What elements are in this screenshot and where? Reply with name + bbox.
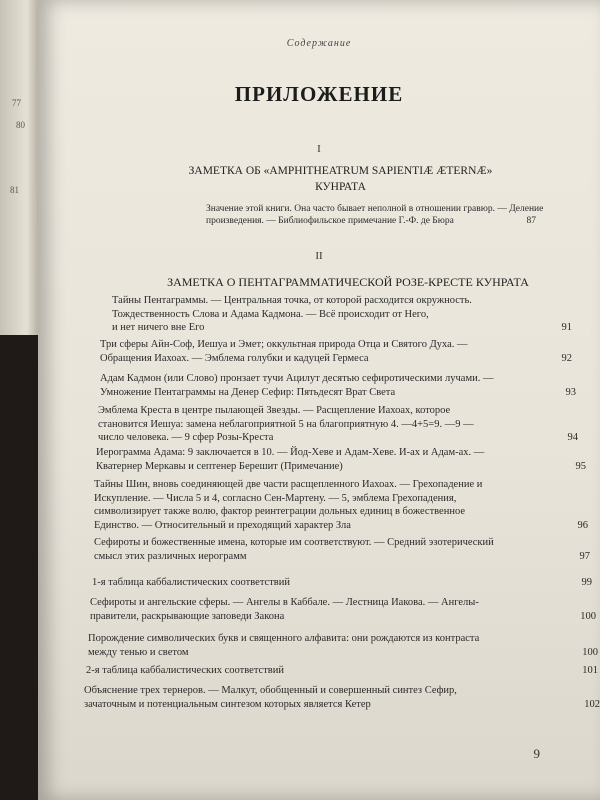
toc-entry <box>112 294 572 335</box>
toc-entry-line: Сефироты и божественные имена, которые им соответствуют. — Средний эзотерический <box>94 537 494 548</box>
toc-page-number: 97 <box>579 550 590 562</box>
toc-entry-line: Три сферы Айн-Соф, Иешуа и Эмет; оккультная природа Отца и Святого Духа. — <box>100 339 468 350</box>
toc-entry-line: Иерограмма Адама: 9 заключается в 10. — Йод-Хеве и Адам-Хеве. И-ах и Адам-ах. — <box>96 447 485 458</box>
toc-entry-line: и нет ничего вне Его <box>112 322 205 333</box>
toc-entry-line: Единство. — Относительный и преходящий характер Зла <box>94 519 351 531</box>
toc-entry-line: Тождественность Слова и Адама Кадмона. — Всё происходит от Него, <box>112 308 429 320</box>
toc-entry-line: Тайны Шин, вновь соединяющей две части расщепленного Иахоах. — Грехопадение и <box>94 479 483 490</box>
section-heading-line: КУНРАТА <box>315 181 366 193</box>
toc-entry-line: число человека. — 9 сфер Розы-Креста <box>98 432 274 443</box>
opposite-page-edge <box>0 0 38 335</box>
book-page <box>38 0 600 800</box>
toc-entry-line: Кватернер Меркавы и септенер Берешит (Примечание) <box>96 460 343 472</box>
toc-entry <box>96 446 586 473</box>
section-number: I <box>317 143 321 155</box>
toc-entry-line: символизирует также волю, фактор реинтеграции дольных единиц в божественное <box>94 506 465 517</box>
toc-page-number: 92 <box>561 352 572 364</box>
toc-entry-line: Умножение Пентаграммы на Денер Сефир: Пятьдесят Врат Света <box>100 386 396 398</box>
toc-entry-line: Сефироты и ангельские сферы. — Ангелы в Каббале. — Лестница Иакова. — Ангелы- <box>90 597 479 608</box>
toc-page-number: 102 <box>584 698 600 710</box>
toc-entry-line: произведения. — Библиофильское примечание Г.-Ф. де Бюра <box>206 216 454 226</box>
toc-entry-line: между тенью и светом <box>88 646 189 658</box>
toc-page-number: 99 <box>581 577 592 588</box>
toc-entry <box>86 664 598 678</box>
toc-entry <box>100 338 572 365</box>
toc-page-number: 100 <box>580 610 596 622</box>
toc-page-number: 100 <box>582 646 598 658</box>
toc-entry <box>90 596 596 623</box>
toc-entry-line: Искупление. — Числа 5 и 4, согласно Сен-Мартену. — 5, эмблема Грехопадения, <box>94 492 457 504</box>
toc-entry-line: зачаточным и потенциальным синтезом которых является Кетер <box>84 698 371 710</box>
toc-entry-line: Адам Кадмон (или Слово) пронзает тучи Ацилут десятью сефиротическими лучами. — <box>100 373 494 384</box>
toc-page-number: 87 <box>526 216 536 226</box>
section-heading-line: ЗАМЕТКА ОБ «AMPHITHEATRUM SAPIENTIÆ ÆTERNÆ» <box>188 165 493 177</box>
toc-entry-line: Обращения Иахоах. — Эмблема голубки и кадуцей Гермеса <box>100 352 369 364</box>
opposite-page-number: 80 <box>16 120 25 130</box>
section-heading <box>158 163 523 195</box>
toc-page-number: 101 <box>582 665 598 676</box>
toc-page-number: 94 <box>567 432 578 443</box>
toc-entry-line: правители, раскрывающие заповеди Закона <box>90 610 285 622</box>
toc-page-number: 96 <box>577 519 588 531</box>
toc-entry <box>92 576 592 590</box>
section-heading-line: ЗАМЕТКА О ПЕНТАГРАММАТИЧЕСКОЙ РОЗЕ-КРЕСТЕ КУНРАТА <box>167 275 529 289</box>
toc-entry-line: Объяснение трех тернеров. — Малкут, обобщенный и совершенный синтез Сефир, <box>84 685 457 696</box>
toc-entry <box>206 203 544 227</box>
toc-entry-line: 2-я таблица каббалистических соответствий <box>86 665 284 676</box>
page-number: 9 <box>533 746 540 761</box>
toc-entry <box>84 684 600 711</box>
opposite-page-number: 77 <box>12 98 21 108</box>
toc-entry-line: Эмблема Креста в центре пылающей Звезды. — Расщепление Иахоах, которое <box>98 405 451 416</box>
toc-page-number: 91 <box>561 322 572 333</box>
toc-entry <box>94 478 588 532</box>
section-number: II <box>315 250 323 262</box>
toc-entry-line: 1-я таблица каббалистических соответствий <box>92 577 290 588</box>
toc-entry-line: Порождение символических букв и священного алфавита: они рождаются из контраста <box>88 633 480 644</box>
toc-entry-line: становится Иешуа: замена неблагоприятной 5 на благоприятную 4. —4+5=9. —9 — <box>98 418 474 430</box>
opposite-page-number: 81 <box>10 185 19 195</box>
toc-entry <box>94 536 590 563</box>
toc-page-number: 93 <box>565 386 576 398</box>
toc-entry <box>98 404 578 445</box>
toc-page-number: 95 <box>575 460 586 472</box>
toc-entry-line: смысл этих различных иерограмм <box>94 550 247 562</box>
toc-entry-line: Значение этой книги. Она часто бывает неполной в отношении гравюр. — Деление <box>206 204 544 214</box>
running-head: Содержание <box>286 38 352 49</box>
toc-entry <box>100 372 576 399</box>
section-heading <box>138 274 558 290</box>
toc-entry <box>88 632 598 659</box>
page-title: ПРИЛОЖЕНИЕ <box>234 82 404 106</box>
toc-entry-line: Тайны Пентаграммы. — Центральная точка, от которой расходится окружность. <box>112 295 472 306</box>
